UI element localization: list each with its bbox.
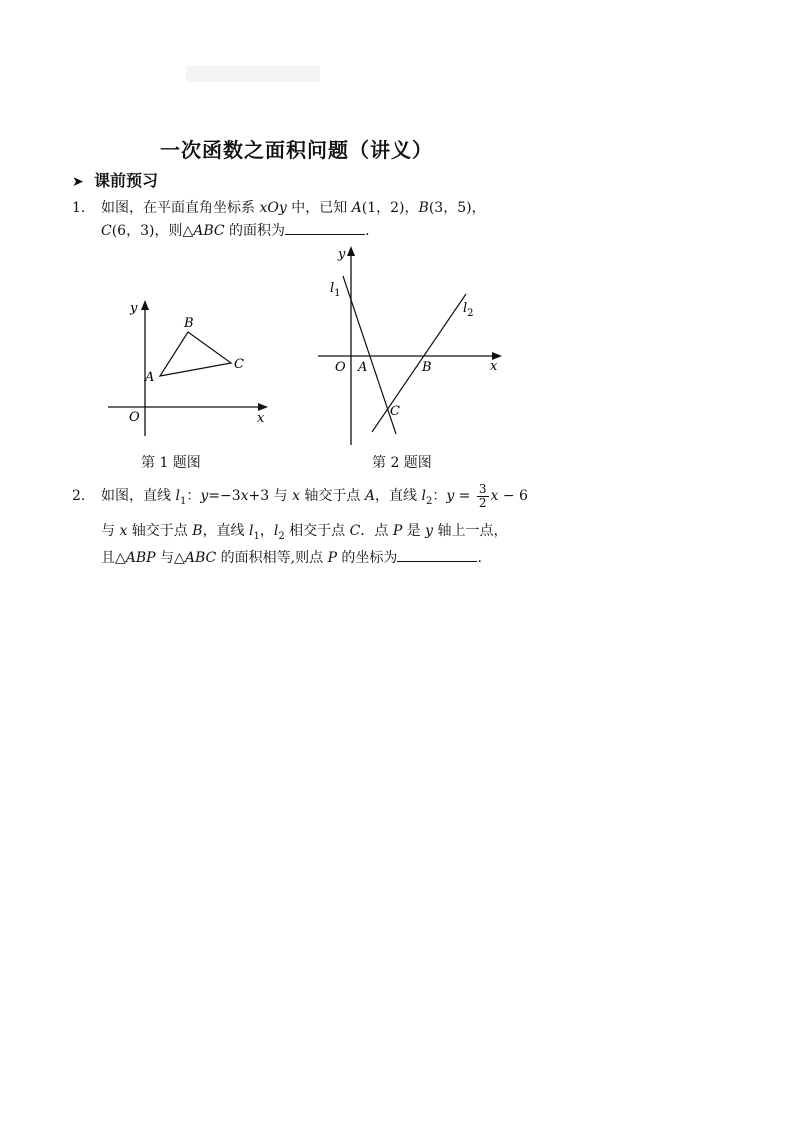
triangle-abc bbox=[160, 332, 231, 376]
fig2-label-l2: $l_2$ bbox=[463, 301, 474, 319]
fig1-label-o: O bbox=[129, 410, 140, 425]
fraction-three-halves: $\frac{3}{2}$ bbox=[478, 481, 487, 510]
fig2-label-l1: $l_1$ bbox=[330, 281, 341, 299]
fig1-x-arrow bbox=[258, 403, 268, 411]
fig2-label-c: C bbox=[390, 404, 400, 419]
section-label: 课前预习 bbox=[94, 171, 159, 190]
fig2-label-y: y bbox=[338, 247, 346, 262]
question-2-line-1: 如图，直线 $l_1$：y=−3x+3 与 x 轴交于点 A，直线 $l_2$：y = $\frac{3}{2}$ x − 6 bbox=[101, 481, 528, 510]
answer-blank-2[interactable] bbox=[397, 547, 477, 562]
figure-1-caption: 第 1 题图 bbox=[141, 455, 201, 471]
section-heading bbox=[72, 168, 158, 191]
figure-2-caption: 第 2 题图 bbox=[372, 455, 432, 471]
fig2-y-arrow bbox=[347, 246, 355, 256]
fig1-label-b: B bbox=[184, 316, 194, 331]
answer-blank-1[interactable] bbox=[285, 220, 365, 235]
fig1-label-c: C bbox=[234, 357, 244, 372]
fig1-label-y: y bbox=[130, 301, 138, 316]
question-1-line-1: 如图，在平面直角坐标系 xOy 中，已知 A(1，2)，B(3，5)， bbox=[101, 200, 486, 216]
fig2-label-o: O bbox=[335, 360, 346, 375]
fig1-label-a: A bbox=[145, 370, 155, 385]
figure-2 bbox=[310, 240, 510, 450]
question-1-number: 1. bbox=[72, 200, 86, 216]
question-2-number: 2. bbox=[72, 488, 86, 504]
document-title: 一次函数之面积问题（讲义） bbox=[160, 138, 433, 162]
question-2-line-2: 与 x 轴交于点 B，直线 $l_1$，$l_2$ 相交于点 C．点 P 是 y 轴上一点， bbox=[101, 523, 508, 542]
question-2-line-3: 且△ABP 与△ABC 的面积相等,则点 P 的坐标为 . bbox=[101, 547, 482, 568]
arrow-right-icon: ➤ bbox=[72, 174, 84, 190]
fig2-label-b: B bbox=[422, 360, 432, 375]
line-l2 bbox=[372, 294, 466, 432]
fig1-label-x: x bbox=[257, 411, 265, 426]
fig1-y-arrow bbox=[141, 300, 149, 310]
figure-1 bbox=[100, 290, 280, 450]
fig2-label-a: A bbox=[358, 360, 368, 375]
header-bar bbox=[186, 66, 320, 82]
fig2-label-x: x bbox=[490, 359, 498, 374]
question-1-line-2: C(6，3)，则△ABC 的面积为 . bbox=[101, 220, 370, 241]
